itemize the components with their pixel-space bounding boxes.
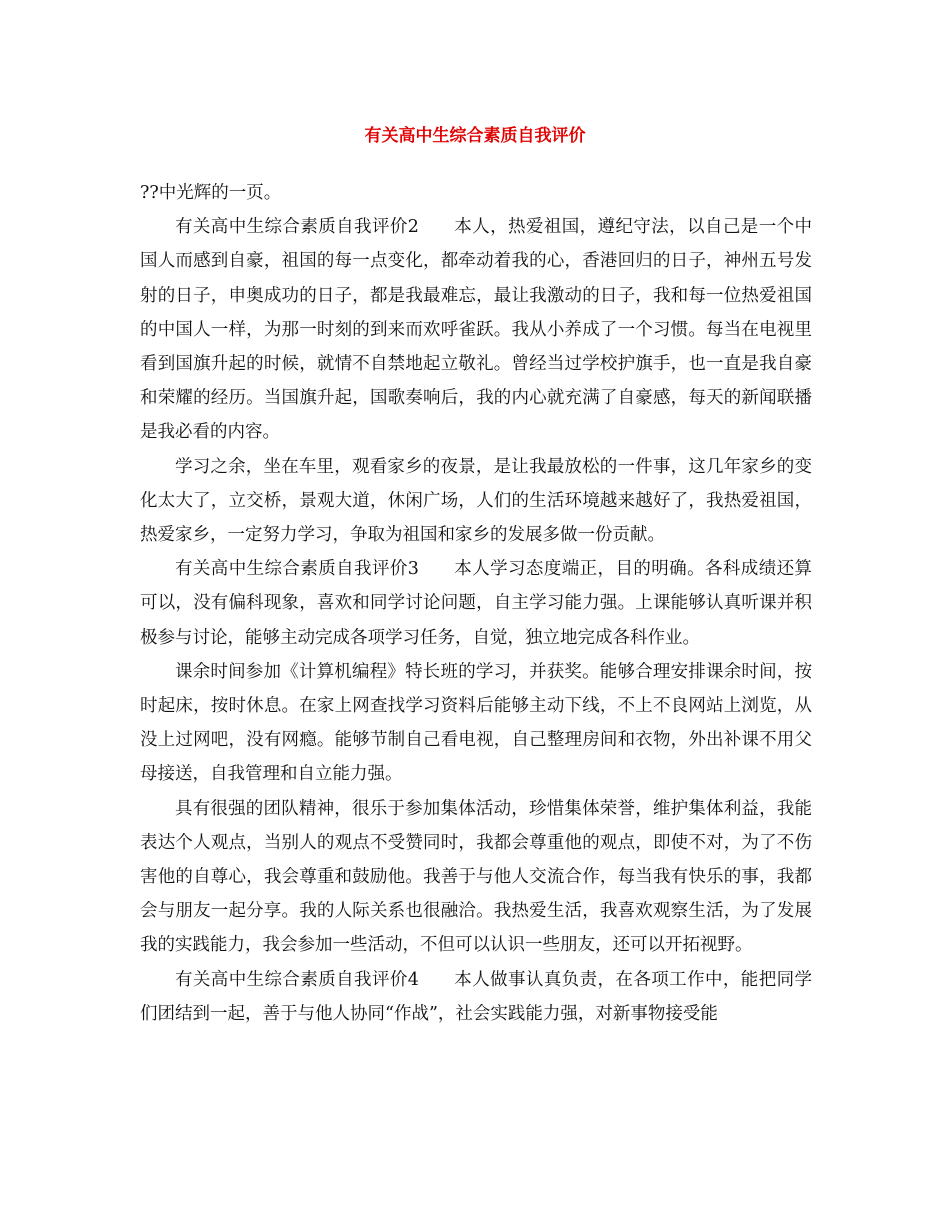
- section-heading: 有关高中生综合素质自我评价4: [175, 969, 419, 990]
- paragraph-text: 本人做事认真负责，在各项工作中，能把同学们团结到一起，善于与他人协同“作战”，社会实践能力强，对新事物接受能: [140, 969, 813, 1024]
- paragraph-text: 课余时间参加《计算机编程》特长班的学习，并获奖。能够合理安排课余时间，按时起床，按时休息。在家上网查找学习资料后能够主动下线，不上不良网站上浏览，从没上过网吧，没有网瘾。能够节制自己看电视，自己整理房间和衣物，外出补课不用父母接送，自我管理和自立能力强。: [140, 661, 812, 785]
- paragraph-text: 具有很强的团队精神，很乐于参加集体活动，珍惜集体荣誉，维护集体利益，我能表达个人观点，当别人的观点不受赞同时，我都会尊重他的观点，即使不对，为了不伤害他的自尊心，我会尊重和鼓励他。我善于与他人交流合作，每当我有快乐的事，我都会与朋友一起分享。我的人际关系也很融洽。我热爱生活，我喜欢观察生活，为了发展我的实践能力，我会参加一些活动，不但可以认识一些朋友，还可以开拓视野。: [140, 798, 812, 956]
- paragraph-text: 本人学习态度端正，目的明确。各科成绩还算可以，没有偏科现象，喜欢和同学讨论问题，自主学习能力强。上课能够认真听课并积极参与讨论，能够主动完成各项学习任务，自觉，独立地完成各科作业。: [140, 559, 813, 648]
- paragraph-text: 学习之余，坐在车里，观看家乡的夜景，是让我最放松的一件事，这几年家乡的变化太大了，立交桥，景观大道，休闲广场，人们的生活环境越来越好了，我热爱祖国，热爱家乡，一定努力学习，争取为祖国和家乡的发展多做一份贡献。: [140, 456, 812, 546]
- paragraph-text: 本人，热爱祖国，遵纪守法，以自己是一个中国人而感到自豪，祖国的每一点变化，都牵动着我的心，香港回归的日子，神州五号发射的日子，申奥成功的日子，都是我最难忘，最让我激动的日子，我和每一位热爱祖国的中国人一样，为那一时刻的到来而欢呼雀跃。我从小养成了一个习惯。每当在电视里看到国旗升起的时候，就情不自禁地起立敬礼。曾经当过学校护旗手，也一直是我自豪和荣耀的经历。当国旗升起，国歌奏响后，我的内心就充满了自豪感，每天的新闻联播是我必看的内容。: [140, 217, 813, 443]
- paragraph-2: [140, 210, 812, 449]
- section-heading: 有关高中生综合素质自我评价2: [175, 217, 419, 238]
- paragraph-6: [140, 792, 812, 963]
- paragraph-7: [140, 963, 812, 1031]
- section-heading: 有关高中生综合素质自我评价3: [175, 559, 419, 580]
- paragraph-5: [140, 655, 812, 792]
- paragraph-text: ??中光辉的一页。: [140, 183, 282, 203]
- paragraph-1: [140, 176, 812, 210]
- document-title: 有关高中生综合素质自我评价: [364, 126, 586, 146]
- paragraph-4: [140, 552, 812, 655]
- paragraph-3: [140, 450, 812, 553]
- document-body: [140, 176, 812, 1031]
